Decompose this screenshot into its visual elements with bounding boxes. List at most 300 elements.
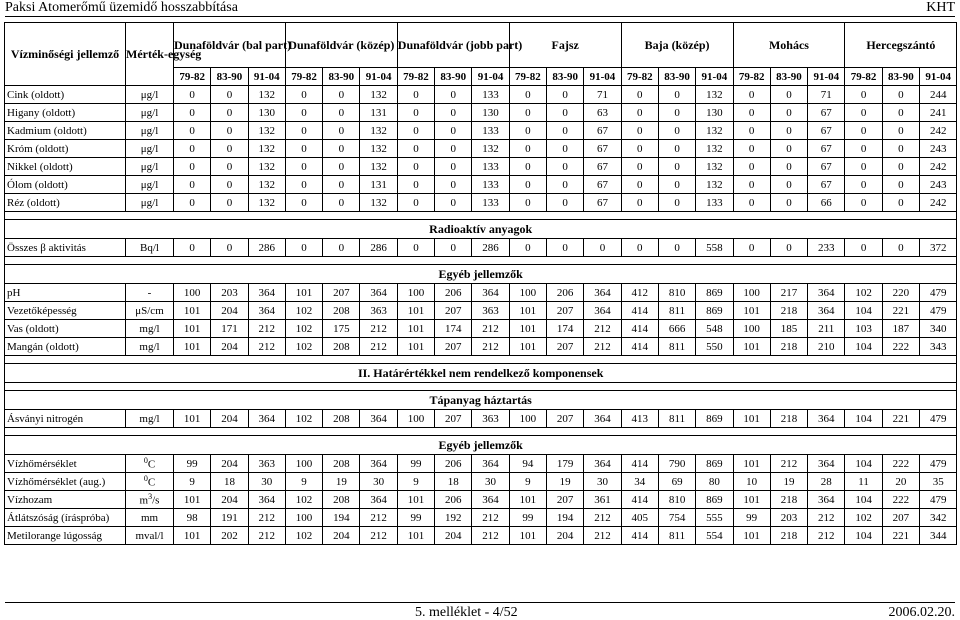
value-cell: 101 [174,491,211,509]
value-cell: 479 [920,410,957,428]
value-cell: 99 [509,509,546,527]
col-header-period: 91-04 [920,68,957,86]
value-cell: 94 [509,455,546,473]
value-cell: 364 [808,284,845,302]
value-cell: 132 [248,158,285,176]
value-cell: 363 [248,455,285,473]
value-cell: 208 [323,455,360,473]
value-cell: 364 [360,284,397,302]
value-cell: 132 [360,86,397,104]
value-cell: 212 [360,320,397,338]
value-cell: 207 [435,302,472,320]
value-cell: 221 [882,527,919,545]
value-cell: 103 [845,320,882,338]
value-cell: 131 [360,176,397,194]
value-cell: 132 [696,122,733,140]
value-cell: 0 [882,104,919,122]
value-cell: 558 [696,239,733,257]
value-cell: 0 [547,194,584,212]
value-cell: 30 [472,473,509,491]
value-cell: 286 [248,239,285,257]
section-title: II. Határértékkel nem rendelkező komponensek [5,364,957,383]
value-cell: 0 [397,194,434,212]
value-cell: 132 [360,194,397,212]
value-cell: 364 [808,491,845,509]
value-cell: 0 [733,140,770,158]
value-cell: 204 [211,302,248,320]
value-cell: 34 [621,473,658,491]
value-cell: 0 [770,239,807,257]
parameter-unit: mm [126,509,174,527]
parameter-unit: μg/l [126,86,174,104]
value-cell: 0 [845,104,882,122]
parameter-name: Összes β aktivitás [5,239,126,257]
parameter-unit: $^0$C [126,473,174,491]
value-cell: 372 [920,239,957,257]
value-cell: 80 [696,473,733,491]
value-cell: 212 [248,509,285,527]
value-cell: 71 [584,86,621,104]
section-title-row [5,265,957,284]
value-cell: 0 [547,104,584,122]
value-cell: 412 [621,284,658,302]
value-cell: 0 [509,140,546,158]
value-cell: 101 [733,410,770,428]
value-cell: 344 [920,527,957,545]
value-cell: 99 [397,455,434,473]
value-cell: 100 [509,410,546,428]
value-cell: 286 [472,239,509,257]
parameter-name: Kadmium (oldott) [5,122,126,140]
value-cell: 132 [472,140,509,158]
value-cell: 414 [621,338,658,356]
value-cell: 0 [882,158,919,176]
value-cell: 102 [285,338,322,356]
col-header-period: 91-04 [472,68,509,86]
water-quality-table [4,22,957,545]
value-cell: 104 [845,527,882,545]
value-cell: 363 [472,410,509,428]
value-cell: 0 [323,122,360,140]
value-cell: 0 [211,140,248,158]
value-cell: 132 [248,122,285,140]
value-cell: 361 [584,491,621,509]
value-cell: 130 [472,104,509,122]
value-cell: 0 [770,140,807,158]
value-cell: 203 [211,284,248,302]
section-title: Tápanyag háztartás [5,391,957,410]
value-cell: 100 [509,284,546,302]
col-header-period: 79-82 [174,68,211,86]
value-cell: 0 [397,104,434,122]
value-cell: 101 [397,527,434,545]
value-cell: 100 [733,284,770,302]
value-cell: 171 [211,320,248,338]
value-cell: 0 [285,176,322,194]
value-cell: 0 [621,104,658,122]
value-cell: 0 [323,176,360,194]
value-cell: 0 [174,140,211,158]
value-cell: 0 [547,122,584,140]
value-cell: 102 [285,320,322,338]
value-cell: 364 [584,302,621,320]
value-cell: 364 [584,410,621,428]
col-header-period: 79-82 [397,68,434,86]
value-cell: 35 [920,473,957,491]
value-cell: 191 [211,509,248,527]
value-cell: 212 [808,527,845,545]
value-cell: 0 [323,86,360,104]
value-cell: 218 [770,302,807,320]
value-cell: 810 [658,491,695,509]
value-cell: 0 [845,239,882,257]
value-cell: 0 [733,158,770,176]
value-cell: 212 [584,509,621,527]
value-cell: 0 [658,140,695,158]
value-cell: 364 [248,302,285,320]
value-cell: 202 [211,527,248,545]
value-cell: 218 [770,338,807,356]
value-cell: 869 [696,284,733,302]
parameter-unit: mg/l [126,410,174,428]
value-cell: 869 [696,410,733,428]
value-cell: 187 [882,320,919,338]
value-cell: 204 [211,455,248,473]
value-cell: 550 [696,338,733,356]
value-cell: 0 [770,176,807,194]
value-cell: 286 [360,239,397,257]
value-cell: 0 [882,122,919,140]
value-cell: 810 [658,284,695,302]
value-cell: 0 [509,122,546,140]
table-row [5,176,957,194]
col-header-station: Baja (közép) [621,23,733,68]
table-row [5,104,957,122]
value-cell: 212 [248,320,285,338]
value-cell: 20 [882,473,919,491]
section-spacer [5,257,957,265]
value-cell: 0 [323,158,360,176]
value-cell: 212 [584,320,621,338]
value-cell: 0 [397,140,434,158]
value-cell: 0 [733,104,770,122]
parameter-unit: $^0$C [126,455,174,473]
value-cell: 207 [323,284,360,302]
col-header-period: 79-82 [509,68,546,86]
col-header-station: Hercegszántó [845,23,957,68]
value-cell: 0 [882,140,919,158]
value-cell: 548 [696,320,733,338]
col-header-station: Dunaföldvár (bal part) [174,23,286,68]
section-title-row [5,220,957,239]
value-cell: 0 [621,194,658,212]
value-cell: 0 [733,239,770,257]
value-cell: 0 [397,158,434,176]
value-cell: 132 [696,140,733,158]
value-cell: 66 [808,194,845,212]
value-cell: 130 [248,104,285,122]
value-cell: 0 [845,86,882,104]
value-cell: 212 [770,455,807,473]
value-cell: 100 [285,455,322,473]
col-header-period: 91-04 [696,68,733,86]
section-title: Radioaktív anyagok [5,220,957,239]
value-cell: 212 [360,527,397,545]
value-cell: 19 [547,473,584,491]
value-cell: 192 [435,509,472,527]
value-cell: 0 [435,104,472,122]
value-cell: 174 [435,320,472,338]
parameter-name: Nikkel (oldott) [5,158,126,176]
value-cell: 666 [658,320,695,338]
value-cell: 0 [621,158,658,176]
value-cell: 0 [397,176,434,194]
table-row [5,302,957,320]
value-cell: 0 [509,194,546,212]
col-header-period: 83-90 [547,68,584,86]
col-header-period: 83-90 [882,68,919,86]
value-cell: 0 [323,140,360,158]
value-cell: 18 [435,473,472,491]
footer-page: 5. melléklet - 4/52 [415,605,518,620]
value-cell: 221 [882,410,919,428]
value-cell: 364 [360,455,397,473]
value-cell: 0 [882,176,919,194]
value-cell: 364 [360,410,397,428]
value-cell: 222 [882,491,919,509]
col-header-period: 83-90 [323,68,360,86]
value-cell: 0 [509,239,546,257]
value-cell: 132 [360,122,397,140]
value-cell: 30 [584,473,621,491]
value-cell: 104 [845,455,882,473]
value-cell: 67 [808,176,845,194]
value-cell: 0 [770,158,807,176]
value-cell: 242 [920,194,957,212]
value-cell: 241 [920,104,957,122]
value-cell: 104 [845,410,882,428]
value-cell: 99 [733,509,770,527]
unit-superscript: 3 [148,492,153,502]
header-title: Paksi Atomerőmű üzemidő hosszabbítása [5,0,238,15]
col-header-period: 91-04 [808,68,845,86]
value-cell: 0 [658,239,695,257]
value-cell: 174 [547,320,584,338]
value-cell: 101 [509,320,546,338]
value-cell: 101 [509,491,546,509]
value-cell: 207 [547,338,584,356]
parameter-name: Ásványi nitrogén [5,410,126,428]
table-row [5,140,957,158]
table-row [5,527,957,545]
value-cell: 212 [584,338,621,356]
value-cell: 0 [621,239,658,257]
parameter-unit: μg/l [126,104,174,122]
value-cell: 204 [435,527,472,545]
section-spacer [5,428,957,436]
parameter-unit: μg/l [126,158,174,176]
col-header-period: 91-04 [248,68,285,86]
value-cell: 0 [285,86,322,104]
value-cell: 19 [770,473,807,491]
value-cell: 101 [733,527,770,545]
value-cell: 132 [360,140,397,158]
section-spacer [5,212,957,220]
col-header-station: Mohács [733,23,845,68]
value-cell: 132 [248,194,285,212]
parameter-unit: Bq/l [126,239,174,257]
parameter-name: Átlátszóság (íráspróba) [5,509,126,527]
value-cell: 104 [845,302,882,320]
col-header-period: 79-82 [733,68,770,86]
value-cell: 203 [770,509,807,527]
value-cell: 0 [845,122,882,140]
col-header-period: 83-90 [211,68,248,86]
parameter-unit: - [126,284,174,302]
value-cell: 11 [845,473,882,491]
parameter-unit: mval/l [126,527,174,545]
value-cell: 364 [360,491,397,509]
col-header-station: Fajsz [509,23,621,68]
value-cell: 0 [211,122,248,140]
value-cell: 100 [397,284,434,302]
value-cell: 101 [174,320,211,338]
value-cell: 222 [882,338,919,356]
value-cell: 342 [920,509,957,527]
value-cell: 364 [248,284,285,302]
parameter-name: Metilorange lúgosság [5,527,126,545]
value-cell: 479 [920,455,957,473]
value-cell: 101 [733,491,770,509]
value-cell: 207 [882,509,919,527]
parameter-name: Vízhőmérséklet (aug.) [5,473,126,491]
value-cell: 0 [174,104,211,122]
value-cell: 101 [397,338,434,356]
parameter-name: pH [5,284,126,302]
unit-superscript: 0 [143,456,148,466]
value-cell: 67 [808,140,845,158]
table-row [5,473,957,491]
value-cell: 101 [285,284,322,302]
value-cell: 206 [435,455,472,473]
value-cell: 0 [174,86,211,104]
parameter-unit: μg/l [126,176,174,194]
value-cell: 102 [845,284,882,302]
value-cell: 102 [845,509,882,527]
value-cell: 0 [547,239,584,257]
value-cell: 364 [584,455,621,473]
value-cell: 0 [174,122,211,140]
col-header-period: 83-90 [435,68,472,86]
value-cell: 204 [211,491,248,509]
value-cell: 0 [882,86,919,104]
table-row [5,284,957,302]
value-cell: 0 [584,239,621,257]
value-cell: 131 [360,104,397,122]
value-cell: 204 [211,338,248,356]
value-cell: 101 [509,302,546,320]
value-cell: 67 [584,194,621,212]
section-title: Egyéb jellemzők [5,436,957,455]
value-cell: 0 [845,158,882,176]
footer-date: 2006.02.20. [888,605,955,620]
value-cell: 210 [808,338,845,356]
value-cell: 0 [882,194,919,212]
value-cell: 0 [397,122,434,140]
value-cell: 130 [696,104,733,122]
value-cell: 0 [547,140,584,158]
value-cell: 0 [882,239,919,257]
value-cell: 100 [397,410,434,428]
value-cell: 0 [547,86,584,104]
value-cell: 132 [696,158,733,176]
col-header-parameter: Vízminőségi jellemző [5,23,126,86]
value-cell: 102 [285,302,322,320]
value-cell: 0 [733,122,770,140]
value-cell: 101 [174,302,211,320]
value-cell: 208 [323,410,360,428]
value-cell: 132 [696,86,733,104]
value-cell: 212 [248,338,285,356]
value-cell: 364 [472,455,509,473]
col-header-station: Dunaföldvár (jobb part) [397,23,509,68]
value-cell: 207 [547,302,584,320]
value-cell: 0 [174,176,211,194]
value-cell: 179 [547,455,584,473]
value-cell: 207 [435,410,472,428]
value-cell: 363 [472,302,509,320]
value-cell: 104 [845,491,882,509]
value-cell: 754 [658,509,695,527]
value-cell: 364 [808,410,845,428]
table-row [5,194,957,212]
table-row [5,491,957,509]
value-cell: 414 [621,491,658,509]
value-cell: 364 [472,284,509,302]
value-cell: 71 [808,86,845,104]
value-cell: 554 [696,527,733,545]
value-cell: 242 [920,158,957,176]
value-cell: 175 [323,320,360,338]
value-cell: 811 [658,302,695,320]
value-cell: 9 [509,473,546,491]
value-cell: 67 [808,158,845,176]
value-cell: 218 [770,410,807,428]
value-cell: 133 [472,194,509,212]
value-cell: 208 [323,338,360,356]
value-cell: 0 [621,176,658,194]
value-cell: 133 [472,122,509,140]
value-cell: 0 [770,122,807,140]
value-cell: 132 [248,140,285,158]
value-cell: 414 [621,455,658,473]
value-cell: 0 [658,122,695,140]
value-cell: 67 [584,122,621,140]
value-cell: 811 [658,527,695,545]
value-cell: 405 [621,509,658,527]
value-cell: 207 [435,338,472,356]
value-cell: 0 [547,176,584,194]
value-cell: 364 [808,302,845,320]
value-cell: 0 [174,239,211,257]
parameter-name: Mangán (oldott) [5,338,126,356]
value-cell: 414 [621,527,658,545]
value-cell: 364 [584,284,621,302]
value-cell: 207 [547,410,584,428]
value-cell: 9 [397,473,434,491]
value-cell: 208 [323,491,360,509]
value-cell: 98 [174,509,211,527]
